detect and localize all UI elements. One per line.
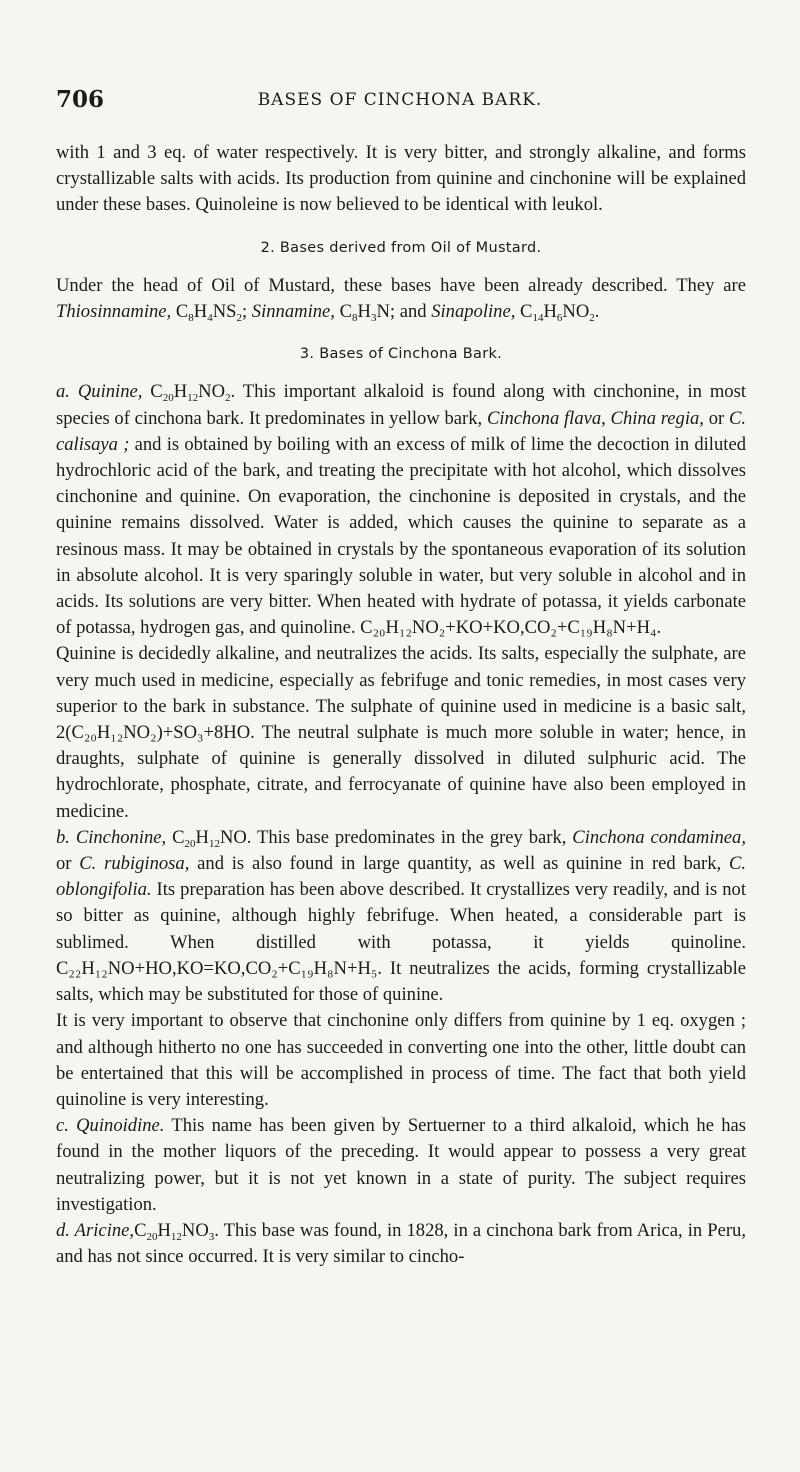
- paragraph: c. Quinoidine. This name has been given by Sertuerner to a third alkaloid, which he has found in the mother liquors of the preceding. It would appear to possess a very great neutralizing power, but it is not yet known in a state of purity. The subject requires investigation.: [56, 1115, 746, 1215]
- running-title: BASES OF CINCHONA BARK.: [257, 90, 543, 110]
- paragraph: b. Cinchonine, $C_{20}H_{12}NO$. This base predominates in the grey bark, Cinchona condaminea, or C. rubiginosa, and is also found in large quantity, as well as quinine in red bark, C. oblongifolia. Its preparation has been above described. It crystallizes very readily, and is not so bitter as quinine, although highly febrifuge. When heated, a considerable part is sublimed. When distilled with potassa, it yields quinoline. C₂₂H₁₂NO+HO,KO=KO,CO₂+C₁₉H₈N+H₅. It neutralizes the acids, forming crystallizable salts, which may be substituted for those of quinine.: [56, 826, 747, 1006]
- formula: $C_{20}H_{12}NO_2$: [150, 381, 231, 405]
- section-heading: 3. Bases of Cinchona Bark.: [299, 346, 503, 363]
- formula: $C_{20}H_{12}NO_3$: [134, 1219, 215, 1243]
- paragraph: a. Quinine, $C_{20}H_{12}NO_2$. This important alkaloid is found along with cinchonine, in most species of cinchona bark. It predominates in yellow bark, Cinchona flava, China regia, or C. calisaya ; and is obtained by boiling with an excess of milk of lime the decoction in diluted hydrochloric acid of the bark, and treating the precipitate with hot alcohol, which dissolves cinchonine and quinine. On evaporation, the cinchonine is deposited in crystals, and the quinine remains dissolved. Water is added, which causes the quinine to separate as a resinous mass. It may be obtained in crystals by the spontaneous evaporation of its solution in absolute alcohol. It is very sparingly soluble in water, but very soluble in alcohol and in acids. Its solutions are very bitter. When heated with hydrate of potassa, it yields carbonate of potassa, hydrogen gas, and quinoline. C₂₀H₁₂NO₂+KO+KO,CO₂+C₁₉H₈N+H₄.: [56, 381, 747, 639]
- paragraph: It is very important to observe that cinchonine only differs from quinine by 1 eq. oxygen ; and although hitherto no one has succeeded in converting one into the other, little doubt can be entertained that this will be accomplished in process of time. The fact that both yield quinoline is very interesting.: [56, 1010, 746, 1110]
- formula: $C_8H_3N$: [339, 301, 390, 325]
- formula: $C_8H_4NS_2$: [175, 301, 242, 325]
- body-text: [56, 140, 746, 1270]
- formula: C₂₀H₁₂NO₂+KO+KO,CO₂+C₁₉H₈N+H₄.: [360, 617, 662, 639]
- paragraph: Quinine is decidedly alkaline, and neutralizes the acids. Its salts, especially the sulphate, are very much used in medicine, especially as febrifuge and tonic remedies, in most cases very superior to the bark in substance. The sulphate of quinine used in medicine is a basic salt, 2(C₂₀H₁₂NO₂)+SO₃+8HO. The neutral sulphate is much more soluble in water; hence, in draughts, sulphate of quinine is generally dissolved in diluted sulphuric acid. The hydrochlorate, phosphate, citrate, and ferrocyanate of quinine have also been employed in medicine.: [56, 643, 746, 822]
- formula: $C_{14}H_6NO_2$: [520, 301, 595, 325]
- running-header: [56, 86, 744, 116]
- paragraph: with 1 and 3 eq. of water respectively. It is very bitter, and strongly alkaline, and forms crystallizable salts with acids. Its production from quinine and cinchonine will be explained under these bases. Quinoleine is now believed to be identical with leukol.: [56, 142, 746, 216]
- formula: C₂₂H₁₂NO+HO,KO=KO,CO₂+C₁₉H₈N+H₅.: [56, 957, 382, 979]
- formula: $C_{20}H_{12}NO$: [172, 826, 247, 850]
- section-heading: 2. Bases derived from Oil of Mustard.: [260, 239, 542, 256]
- paragraph: Under the head of Oil of Mustard, these bases have been already described. They are Thiosinnamine, $C_8H_4NS_2$; Sinnamine, $C_8H_3N$; and Sinapoline, $C_{14}H_6NO_2$.: [56, 274, 746, 325]
- paragraph: d. $Aricine,C_{20}H_{12}NO_3$. This base was found, in 1828, in a cinchona bark from Arica, in Peru, and has not since occurred. It is very similar to cincho-: [56, 1219, 746, 1268]
- page-number: 706: [56, 86, 105, 113]
- formula: 2(C₂₀H₁₂NO₂)+SO₃+8HO.: [56, 722, 255, 744]
